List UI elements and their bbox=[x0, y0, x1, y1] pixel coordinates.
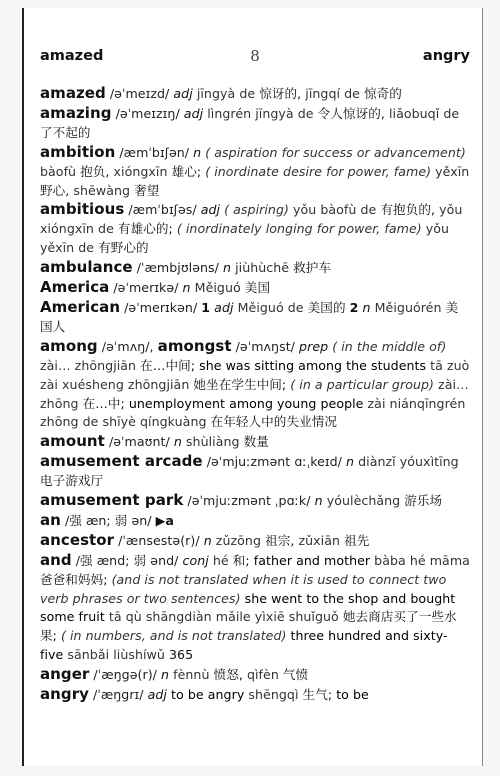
part-of-speech: n bbox=[173, 434, 182, 450]
pronunciation: /ˈæmbjʊləns/ bbox=[132, 260, 223, 276]
entry-list bbox=[40, 84, 470, 705]
pinyin: yóulèchǎng bbox=[322, 493, 405, 509]
chinese-gloss: 祖先 bbox=[344, 532, 370, 548]
dictionary-entry bbox=[40, 258, 470, 278]
pinyin: fènnù bbox=[169, 667, 214, 683]
dictionary-entry bbox=[40, 511, 470, 531]
pinyin: yěxīn bbox=[431, 163, 470, 179]
sense-note: ( inordinately longing for power, fame) bbox=[172, 221, 422, 237]
headword: America bbox=[40, 278, 110, 297]
part-of-speech: n bbox=[193, 144, 202, 160]
pinyin: xióngxīn bbox=[109, 163, 172, 179]
chinese-gloss: 生气; bbox=[302, 687, 333, 703]
pinyin: shēngqì bbox=[244, 687, 303, 703]
chinese-gloss: 雄心; bbox=[171, 163, 202, 179]
headword: amount bbox=[40, 432, 105, 451]
pinyin: bàba hé māma bbox=[370, 552, 470, 568]
headword: amazing bbox=[40, 103, 112, 122]
part-of-speech: adj bbox=[183, 105, 204, 121]
chinese-gloss: 她去商店买了一些水果; bbox=[40, 609, 457, 644]
pinyin: jīngqí de bbox=[301, 86, 364, 101]
sense-note: (and is not translated when it is used to connect two verb phrases or two sentences) bbox=[40, 571, 447, 606]
pinyin: yǒu bàofù de bbox=[288, 202, 381, 218]
pinyin: shùliàng bbox=[181, 434, 244, 450]
pinyin: shēwàng bbox=[69, 182, 135, 198]
part-of-speech: n bbox=[314, 493, 323, 509]
example-phrase: she was sitting among the students bbox=[195, 357, 427, 373]
pronunciation: /强 æn; 弱 ən/ bbox=[60, 512, 156, 528]
chinese-gloss: 野心, bbox=[40, 182, 70, 198]
dictionary-entry bbox=[40, 84, 470, 104]
pinyin: hé bbox=[208, 552, 233, 568]
page-number: 8 bbox=[250, 47, 260, 65]
headword: an bbox=[40, 510, 61, 529]
headword: amazed bbox=[40, 84, 106, 102]
part-of-speech: n bbox=[346, 454, 355, 470]
cross-reference: ▶a bbox=[155, 512, 174, 528]
pinyin: lìngrén jīngyà de bbox=[203, 105, 318, 121]
headword: amusement arcade bbox=[40, 452, 203, 471]
headword: ancestor bbox=[40, 530, 115, 549]
chinese-gloss: 祖宗, bbox=[265, 532, 295, 548]
headword: amusement park bbox=[40, 491, 184, 510]
pronunciation: /əˈmerɪkə/ bbox=[109, 280, 183, 296]
chinese-gloss: 抱负, bbox=[80, 163, 110, 179]
pronunciation: /əˈmaʊnt/ bbox=[104, 434, 174, 450]
chinese-gloss: 惊奇的 bbox=[364, 86, 402, 101]
chinese-gloss: 游乐场 bbox=[404, 493, 443, 509]
headword: anger bbox=[40, 665, 90, 684]
chinese-gloss: 奢望 bbox=[134, 182, 160, 198]
pronunciation: /ˈæŋgə(r)/ bbox=[89, 667, 162, 683]
headword: among bbox=[40, 336, 98, 355]
pinyin: yǒu yěxīn de bbox=[40, 221, 450, 256]
headword: angry bbox=[40, 685, 89, 704]
headword: American bbox=[40, 297, 121, 316]
pronunciation: /əˈmerɪkən/ bbox=[120, 299, 202, 315]
chinese-gloss: 愤怒, bbox=[213, 667, 243, 683]
dictionary-entry bbox=[40, 432, 470, 452]
pronunciation: /æmˈbɪʃən/ bbox=[115, 144, 194, 160]
pronunciation: /ˈænsestə(r)/ bbox=[114, 532, 204, 548]
part-of-speech: adj bbox=[147, 687, 167, 703]
chinese-gloss: 电子游戏厅 bbox=[40, 473, 104, 489]
chinese-gloss: 她坐在学生中间; bbox=[193, 376, 287, 392]
headword: ambulance bbox=[40, 258, 133, 277]
pronunciation: /əˈmeɪzɪŋ/ bbox=[111, 105, 184, 121]
headword: ambitious bbox=[40, 200, 125, 219]
part-of-speech: n bbox=[203, 532, 212, 548]
pinyin: tā qù shāngdiàn mǎile yìxiē shuǐguǒ bbox=[104, 609, 343, 625]
pronunciation: /əˈmjuːzmənt ˌpɑːk/ bbox=[183, 493, 315, 509]
headword: and bbox=[40, 550, 72, 569]
chinese-gloss: 和; bbox=[232, 552, 250, 568]
example-phrase: three hundred and sixty-five bbox=[40, 628, 448, 663]
pronunciation: /æmˈbɪʃəs/ bbox=[124, 202, 201, 218]
chinese-gloss: 在…中间; bbox=[140, 357, 196, 373]
part-of-speech: adj bbox=[210, 299, 234, 315]
example-phrase: father and mother bbox=[249, 552, 371, 568]
chinese-gloss: 数量 bbox=[243, 434, 269, 450]
pinyin: zǔxiān bbox=[294, 532, 345, 548]
pinyin: zài… zhōng bbox=[40, 376, 469, 411]
dictionary-entry bbox=[40, 200, 470, 258]
pinyin: qìfèn bbox=[242, 667, 283, 683]
pinyin: liǎobuqǐ de bbox=[384, 105, 460, 121]
sense-note: ( inordinate desire for power, fame) bbox=[201, 163, 432, 179]
chinese-gloss: 有抱负的, bbox=[380, 202, 436, 218]
chinese-gloss: 气愤 bbox=[282, 667, 309, 683]
chinese-gloss: 了不起的 bbox=[40, 124, 91, 140]
chinese-gloss: 美国人 bbox=[40, 299, 459, 334]
dictionary-entry bbox=[40, 665, 470, 685]
pinyin: zài… zhōngjiān bbox=[40, 357, 141, 373]
pronunciation: /ˈæŋgrɪ/ bbox=[88, 687, 148, 703]
chinese-gloss: 惊讶的, bbox=[259, 86, 302, 101]
dictionary-entry bbox=[40, 298, 470, 337]
example-phrase: to be angry bbox=[167, 687, 245, 703]
sense-note: ( in numbers, and is not translated) bbox=[56, 628, 287, 644]
chinese-gloss: 爸爸和妈妈; bbox=[40, 571, 108, 587]
part-of-speech: conj bbox=[182, 552, 209, 568]
part-of-speech: prep bbox=[299, 338, 329, 354]
pronunciation: /强 ænd; 弱 ənd/ bbox=[71, 552, 183, 568]
pronunciation: /əˈmeɪzd/ bbox=[105, 86, 174, 101]
dictionary-entry bbox=[40, 551, 470, 665]
part-of-speech: n bbox=[161, 667, 170, 683]
page-header bbox=[40, 48, 470, 72]
sense-number: 2 bbox=[349, 299, 359, 315]
pinyin: zǔzōng bbox=[211, 532, 266, 548]
pinyin: jīngyà de bbox=[192, 86, 260, 101]
part-of-speech: adj bbox=[173, 86, 193, 101]
pronunciation: /əˈmʌŋ/, bbox=[97, 338, 158, 354]
sense-note: ( aspiration for success or advancement) bbox=[201, 144, 466, 160]
dictionary-entry bbox=[40, 531, 470, 551]
example-phrase: unemployment among young people bbox=[124, 395, 364, 411]
example-phrase: she went to the shop and bought some fruit bbox=[40, 590, 456, 625]
dictionary-entry bbox=[40, 143, 470, 201]
sense-note: ( aspiring) bbox=[220, 202, 289, 218]
sense-note: ( in the middle of) bbox=[328, 338, 447, 354]
chinese-gloss: 在…中; bbox=[82, 395, 125, 411]
dictionary-entry bbox=[40, 452, 470, 491]
pinyin: yǒu xióngxīn de bbox=[40, 202, 463, 237]
dictionary-entry bbox=[40, 278, 470, 298]
pinyin: bàofù bbox=[40, 163, 81, 179]
pinyin: Měiguó bbox=[190, 280, 245, 296]
chinese-gloss: 美国 bbox=[244, 280, 271, 296]
sense-number: 1 bbox=[201, 299, 211, 315]
guide-word-right: angry bbox=[422, 48, 470, 64]
chinese-gloss: 令人惊讶的, bbox=[317, 105, 385, 121]
part-of-speech: n bbox=[358, 299, 371, 315]
pinyin: tā zuò zài xuésheng zhōngjiān bbox=[40, 357, 470, 392]
pinyin: zài niánqīngrén zhōng de shīyè qíngkuàng bbox=[40, 395, 466, 430]
dictionary-entry bbox=[40, 491, 470, 511]
chinese-gloss: 有雄心的; bbox=[117, 221, 173, 237]
pinyin: Měiguórén bbox=[370, 299, 446, 315]
pronunciation: /əˈmʌŋst/ bbox=[231, 338, 300, 354]
dictionary-entry bbox=[40, 104, 470, 143]
headword: ambition bbox=[40, 142, 116, 161]
headword: amongst bbox=[157, 336, 232, 355]
pinyin: diànzǐ yóuxìtīng bbox=[354, 454, 459, 470]
guide-word-left: amazed bbox=[40, 48, 104, 64]
pinyin: Měiguó de bbox=[233, 299, 308, 315]
sense-note: ( in a particular group) bbox=[286, 376, 434, 392]
dictionary-entry bbox=[40, 337, 470, 433]
chinese-gloss: 美国的 bbox=[307, 299, 350, 315]
pronunciation: /əˈmjuːzmənt ɑːˌkeɪd/ bbox=[202, 454, 347, 470]
chinese-gloss: 有野心的 bbox=[98, 240, 149, 256]
example-phrase: to be bbox=[332, 687, 369, 703]
chinese-gloss: 在年轻人中的失业情况 bbox=[210, 414, 338, 430]
chinese-gloss: 365 bbox=[168, 647, 194, 663]
part-of-speech: adj bbox=[200, 202, 221, 218]
part-of-speech: n bbox=[182, 280, 191, 296]
pinyin: sānbǎi liùshíwǔ bbox=[63, 647, 169, 663]
dictionary-page bbox=[22, 8, 483, 766]
dictionary-entry bbox=[40, 685, 470, 705]
chinese-gloss: 救护车 bbox=[293, 260, 332, 276]
part-of-speech: n bbox=[223, 260, 232, 276]
pinyin: jiùhùchē bbox=[231, 260, 294, 276]
